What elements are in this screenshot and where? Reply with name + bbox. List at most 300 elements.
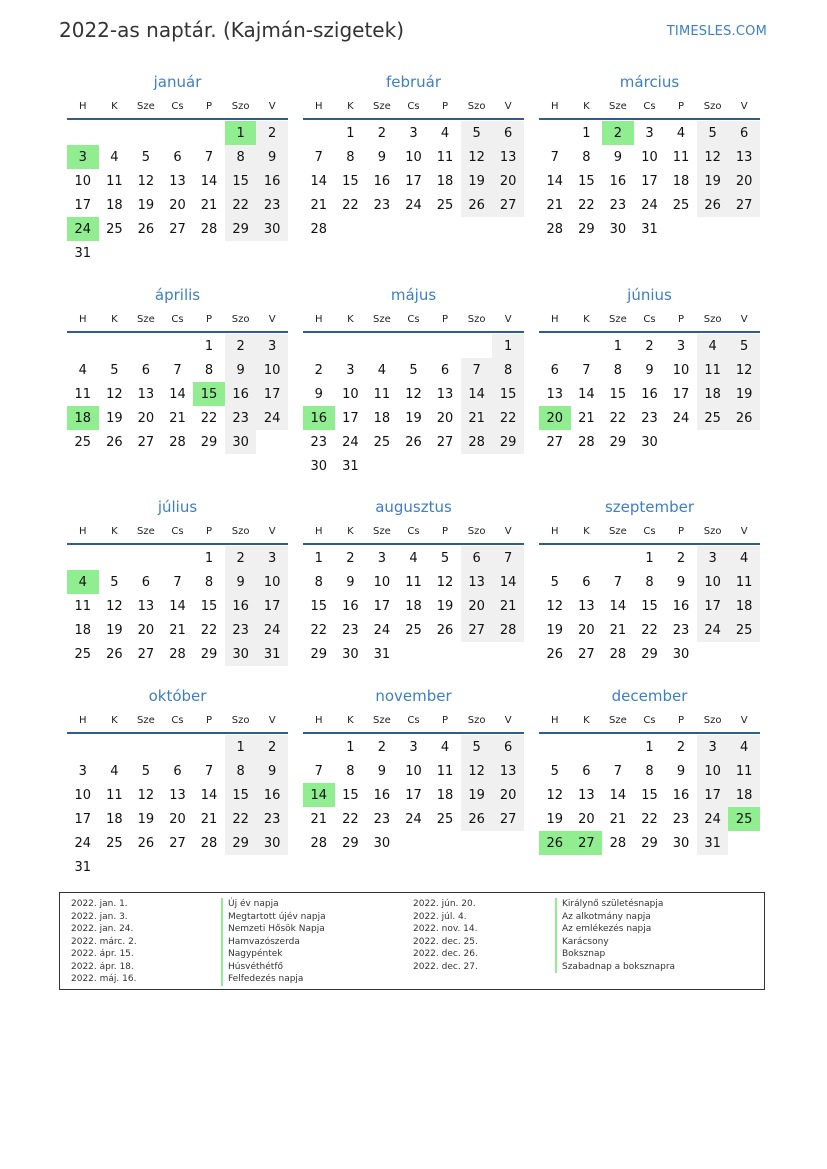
day-cell: 6	[173, 149, 182, 165]
day-cell: 24	[672, 410, 690, 426]
day-cell: 10	[74, 173, 92, 189]
day-cell: 29	[641, 835, 658, 851]
day-cell: 17	[373, 598, 391, 614]
day-cell: 17	[74, 811, 92, 827]
empty-cell	[99, 121, 131, 145]
day-cell: 11	[672, 149, 690, 165]
weekday-label: Sze	[137, 100, 155, 112]
day-cell: 20	[461, 594, 493, 618]
day-cell: 25	[106, 835, 123, 851]
day-cell: 26	[137, 221, 155, 237]
day-cell: 27	[436, 434, 454, 450]
day-cell: 2	[256, 735, 288, 759]
weekday-label: H	[315, 100, 323, 112]
legend-date: 2022. márc. 2.	[71, 936, 137, 947]
day-cell: 24	[256, 406, 288, 430]
month-calendar	[67, 72, 288, 265]
day-cell: 19	[728, 382, 760, 406]
day-cell: 15	[641, 598, 658, 614]
day-cell: 1	[204, 550, 214, 566]
legend-holiday-name: Felfedezés napja	[221, 973, 326, 986]
day-cell: 7	[550, 149, 559, 165]
day-cell: 24	[641, 197, 658, 213]
empty-cell	[398, 334, 430, 358]
day-cell: 23	[256, 193, 288, 217]
day-cell: 17	[74, 197, 92, 213]
day-cell: 2	[225, 334, 257, 358]
day-cell: 5	[110, 574, 119, 590]
day-cell: 25	[106, 221, 123, 237]
day-cell: 22	[225, 807, 257, 831]
day-cell: 30	[672, 835, 690, 851]
weekday-label: V	[504, 714, 512, 726]
day-cell: 18	[697, 382, 729, 406]
day-cell: 29	[492, 430, 524, 454]
day-cell: 30	[672, 646, 690, 662]
day-cell: 10	[74, 787, 92, 803]
day-cell: 17	[405, 787, 422, 803]
day-cell: 7	[314, 149, 323, 165]
day-cell: 27	[728, 193, 760, 217]
day-cell: 28	[609, 835, 627, 851]
day-cell: 9	[225, 358, 257, 382]
legend-holiday-name: Új év napja	[221, 898, 326, 911]
day-cell: 28	[200, 835, 218, 851]
day-cell: 1	[582, 125, 591, 141]
day-cell: 12	[436, 574, 454, 590]
day-cell: 5	[141, 763, 151, 779]
day-cell: 3	[676, 338, 686, 354]
day-cell: 19	[546, 811, 564, 827]
day-cell: 1	[346, 125, 355, 141]
day-cell: 21	[169, 410, 186, 426]
day-cell: 28	[492, 618, 524, 642]
day-cell: 28	[461, 430, 493, 454]
day-cell: 23	[373, 197, 391, 213]
weekday-label: K	[111, 100, 118, 112]
day-cell: 4	[440, 739, 450, 755]
month-name: április	[154, 286, 201, 304]
weekday-label: P	[206, 525, 213, 537]
month-name: július	[157, 498, 198, 516]
day-cell: 28	[546, 221, 564, 237]
page-title: 2022-as naptár. (Kajmán-szigetek)	[59, 18, 404, 42]
weekday-label: K	[347, 525, 354, 537]
weekday-label: V	[740, 525, 748, 537]
holiday-day-cell: 14	[303, 783, 335, 807]
day-cell: 30	[256, 831, 288, 855]
day-cell: 25	[697, 406, 729, 430]
day-cell: 29	[578, 221, 595, 237]
weekday-header	[303, 708, 524, 734]
day-cell: 31	[641, 221, 658, 237]
day-cell: 13	[461, 570, 493, 594]
weekday-label: H	[315, 714, 323, 726]
day-cell: 11	[74, 386, 92, 402]
weekday-label: K	[111, 313, 118, 325]
day-cell: 7	[582, 362, 591, 378]
brand-link[interactable]: TIMESLES.COM	[666, 24, 767, 39]
weekday-label: P	[206, 714, 213, 726]
empty-cell	[539, 121, 571, 145]
day-cell: 15	[225, 169, 257, 193]
day-grid	[539, 121, 760, 241]
day-cell: 7	[173, 362, 182, 378]
day-grid	[67, 735, 288, 879]
day-cell: 24	[373, 622, 391, 638]
month-calendar	[303, 285, 524, 478]
weekday-label: Cs	[407, 313, 420, 325]
legend-dates-col-1	[71, 898, 137, 986]
weekday-label: Sze	[373, 313, 391, 325]
legend-holiday-name: Királynő születésnapja	[555, 898, 675, 911]
weekday-label: V	[504, 100, 512, 112]
day-cell: 25	[436, 197, 454, 213]
day-cell: 13	[728, 145, 760, 169]
day-cell: 4	[78, 362, 87, 378]
legend-date: 2022. dec. 27.	[413, 961, 478, 972]
day-grid	[303, 735, 524, 855]
day-cell: 3	[697, 546, 729, 570]
day-cell: 20	[492, 169, 524, 193]
weekday-label: V	[268, 313, 276, 325]
day-cell: 13	[546, 386, 564, 402]
day-cell: 25	[74, 434, 92, 450]
legend-holiday-name: Nemzeti Hősök Napja	[221, 923, 326, 936]
day-cell: 8	[645, 763, 654, 779]
day-cell: 10	[672, 362, 690, 378]
weekday-label: Cs	[643, 313, 656, 325]
legend-names-col-2	[555, 898, 675, 973]
day-cell: 6	[141, 574, 151, 590]
day-cell: 12	[461, 145, 493, 169]
legend-holiday-name: Szabadnap a boksznapra	[555, 961, 675, 974]
day-cell: 8	[492, 358, 524, 382]
day-cell: 21	[310, 811, 328, 827]
day-cell: 31	[697, 831, 729, 855]
day-cell: 27	[578, 646, 595, 662]
day-cell: 27	[492, 807, 524, 831]
day-cell: 18	[728, 783, 760, 807]
day-cell: 31	[373, 646, 391, 662]
day-cell: 15	[342, 787, 359, 803]
weekday-label: K	[583, 100, 590, 112]
weekday-label: V	[268, 525, 276, 537]
month-name: október	[148, 687, 207, 705]
day-cell: 17	[342, 410, 359, 426]
day-cell: 29	[225, 217, 257, 241]
day-cell: 12	[728, 358, 760, 382]
month-name: november	[375, 687, 452, 705]
day-cell: 29	[225, 831, 257, 855]
day-cell: 14	[546, 173, 564, 189]
holiday-day-cell: 16	[303, 406, 335, 430]
weekday-header	[303, 307, 524, 333]
day-cell: 9	[346, 574, 355, 590]
day-cell: 20	[728, 169, 760, 193]
empty-cell	[67, 546, 99, 570]
day-cell: 30	[641, 434, 658, 450]
day-cell: 18	[436, 173, 454, 189]
day-cell: 10	[405, 149, 422, 165]
day-cell: 8	[225, 759, 257, 783]
weekday-header	[67, 519, 288, 545]
day-cell: 10	[697, 570, 729, 594]
day-cell: 27	[461, 618, 493, 642]
day-cell: 14	[609, 598, 627, 614]
day-cell: 22	[310, 622, 328, 638]
day-cell: 30	[225, 430, 257, 454]
empty-cell	[335, 334, 367, 358]
day-cell: 21	[546, 197, 564, 213]
day-cell: 10	[641, 149, 658, 165]
day-cell: 23	[310, 434, 328, 450]
day-cell: 26	[697, 193, 729, 217]
month-calendar	[303, 686, 524, 855]
weekday-label: V	[740, 100, 748, 112]
day-cell: 21	[310, 197, 328, 213]
day-cell: 2	[314, 362, 323, 378]
day-cell: 26	[546, 646, 564, 662]
day-cell: 12	[697, 145, 729, 169]
day-cell: 15	[342, 173, 359, 189]
day-cell: 23	[373, 811, 391, 827]
day-cell: 1	[346, 739, 355, 755]
day-cell: 29	[310, 646, 328, 662]
day-cell: 13	[492, 759, 524, 783]
legend-holiday-name: Nagypéntek	[221, 948, 326, 961]
weekday-label: V	[504, 525, 512, 537]
day-cell: 26	[461, 807, 493, 831]
empty-cell	[99, 546, 131, 570]
empty-cell	[602, 735, 634, 759]
day-cell: 9	[645, 362, 654, 378]
empty-cell	[193, 735, 225, 759]
day-cell: 19	[697, 169, 729, 193]
day-cell: 31	[74, 859, 92, 875]
day-cell: 12	[546, 598, 564, 614]
month-calendar	[303, 497, 524, 666]
day-cell: 4	[409, 550, 418, 566]
day-cell: 12	[106, 386, 123, 402]
weekday-header	[539, 519, 760, 545]
day-cell: 8	[314, 574, 323, 590]
day-cell: 20	[578, 622, 595, 638]
month-calendar	[539, 72, 760, 241]
month-name: szeptember	[604, 498, 695, 516]
day-cell: 2	[676, 550, 686, 566]
day-grid	[67, 334, 288, 454]
holiday-day-cell: 18	[67, 406, 99, 430]
weekday-label: H	[315, 313, 323, 325]
day-cell: 23	[641, 410, 658, 426]
day-cell: 26	[461, 193, 493, 217]
weekday-label: Cs	[407, 525, 420, 537]
weekday-label: P	[442, 313, 449, 325]
weekday-label: Szo	[703, 714, 722, 726]
day-cell: 6	[173, 763, 182, 779]
day-grid	[303, 546, 524, 666]
day-cell: 3	[409, 739, 418, 755]
day-cell: 16	[225, 594, 257, 618]
weekday-label: K	[347, 714, 354, 726]
day-cell: 7	[314, 763, 323, 779]
legend-holiday-name: Hamvazószerda	[221, 936, 326, 949]
day-cell: 17	[672, 386, 690, 402]
day-cell: 19	[106, 622, 123, 638]
day-cell: 23	[225, 406, 257, 430]
day-cell: 3	[409, 125, 418, 141]
day-cell: 23	[672, 622, 690, 638]
day-cell: 24	[256, 618, 288, 642]
day-cell: 31	[342, 458, 359, 474]
day-cell: 20	[137, 410, 155, 426]
day-cell: 11	[373, 386, 391, 402]
day-cell: 9	[314, 386, 323, 402]
day-cell: 30	[310, 458, 328, 474]
day-cell: 9	[225, 570, 257, 594]
weekday-label: P	[678, 525, 685, 537]
weekday-label: Cs	[171, 100, 184, 112]
day-cell: 14	[578, 386, 595, 402]
day-cell: 27	[492, 193, 524, 217]
weekday-label: H	[315, 525, 323, 537]
weekday-label: Szo	[231, 525, 250, 537]
day-cell: 4	[728, 735, 760, 759]
day-cell: 13	[137, 386, 155, 402]
weekday-label: Sze	[373, 525, 391, 537]
day-cell: 18	[672, 173, 690, 189]
holiday-day-cell: 26	[539, 831, 571, 855]
weekday-header	[303, 519, 524, 545]
day-cell: 3	[377, 550, 387, 566]
holiday-day-cell: 27	[571, 831, 603, 855]
weekday-header	[67, 94, 288, 120]
empty-cell	[162, 334, 194, 358]
holiday-day-cell: 20	[539, 406, 571, 430]
day-cell: 19	[405, 410, 422, 426]
day-cell: 8	[204, 362, 214, 378]
day-cell: 11	[106, 787, 123, 803]
day-cell: 22	[342, 811, 359, 827]
day-cell: 22	[641, 811, 658, 827]
day-cell: 3	[256, 546, 288, 570]
empty-cell	[193, 121, 225, 145]
day-cell: 12	[137, 787, 155, 803]
day-cell: 15	[200, 598, 218, 614]
weekday-label: Szo	[467, 714, 486, 726]
day-cell: 7	[204, 763, 214, 779]
day-cell: 23	[609, 197, 627, 213]
day-cell: 22	[578, 197, 595, 213]
day-cell: 25	[436, 811, 454, 827]
day-cell: 5	[141, 149, 151, 165]
weekday-label: Cs	[171, 313, 184, 325]
weekday-header	[539, 94, 760, 120]
weekday-label: Szo	[467, 313, 486, 325]
weekday-label: Szo	[703, 100, 722, 112]
day-cell: 20	[137, 622, 155, 638]
holiday-day-cell: 24	[67, 217, 99, 241]
weekday-label: Cs	[407, 100, 420, 112]
legend-date: 2022. jan. 1.	[71, 899, 128, 909]
day-cell: 22	[200, 622, 218, 638]
weekday-label: P	[206, 100, 213, 112]
day-cell: 16	[373, 787, 391, 803]
weekday-label: Szo	[703, 313, 722, 325]
day-cell: 6	[582, 763, 591, 779]
day-cell: 9	[613, 149, 623, 165]
weekday-header	[303, 94, 524, 120]
day-cell: 6	[550, 362, 559, 378]
day-cell: 16	[342, 598, 359, 614]
day-cell: 21	[169, 622, 186, 638]
day-cell: 18	[728, 594, 760, 618]
day-cell: 4	[697, 334, 729, 358]
legend-date: 2022. ápr. 15.	[71, 949, 134, 959]
day-cell: 6	[582, 574, 591, 590]
day-cell: 11	[405, 574, 422, 590]
day-cell: 12	[546, 787, 564, 803]
day-cell: 17	[405, 173, 422, 189]
day-cell: 5	[728, 334, 760, 358]
day-cell: 6	[728, 121, 760, 145]
day-cell: 8	[346, 763, 355, 779]
day-cell: 12	[461, 759, 493, 783]
weekday-header	[67, 307, 288, 333]
day-cell: 22	[609, 410, 627, 426]
day-grid	[303, 334, 524, 478]
day-cell: 11	[697, 358, 729, 382]
legend-names-col-1	[221, 898, 326, 986]
day-cell: 5	[697, 121, 729, 145]
day-cell: 9	[256, 759, 288, 783]
weekday-label: K	[347, 313, 354, 325]
day-cell: 30	[256, 217, 288, 241]
day-cell: 13	[169, 173, 186, 189]
empty-cell	[366, 334, 398, 358]
weekday-label: H	[551, 100, 559, 112]
day-cell: 21	[492, 594, 524, 618]
day-cell: 22	[641, 622, 658, 638]
weekday-label: Sze	[137, 313, 155, 325]
empty-cell	[162, 121, 194, 145]
day-cell: 24	[405, 811, 422, 827]
day-grid	[539, 334, 760, 454]
day-cell: 9	[676, 574, 686, 590]
day-cell: 6	[141, 362, 151, 378]
day-cell: 30	[225, 642, 257, 666]
day-cell: 14	[169, 598, 186, 614]
day-cell: 25	[672, 197, 690, 213]
day-cell: 20	[169, 197, 186, 213]
weekday-label: P	[678, 714, 685, 726]
empty-cell	[99, 735, 131, 759]
day-cell: 26	[405, 434, 422, 450]
weekday-label: Szo	[467, 525, 486, 537]
day-cell: 6	[492, 121, 524, 145]
day-cell: 23	[225, 618, 257, 642]
day-cell: 28	[169, 646, 186, 662]
day-cell: 7	[613, 763, 623, 779]
day-cell: 26	[106, 646, 123, 662]
day-cell: 19	[461, 169, 493, 193]
weekday-label: H	[79, 525, 87, 537]
day-cell: 21	[578, 410, 595, 426]
legend-holiday-name: Húsvéthétfő	[221, 961, 326, 974]
day-cell: 26	[137, 835, 155, 851]
day-cell: 25	[373, 434, 391, 450]
